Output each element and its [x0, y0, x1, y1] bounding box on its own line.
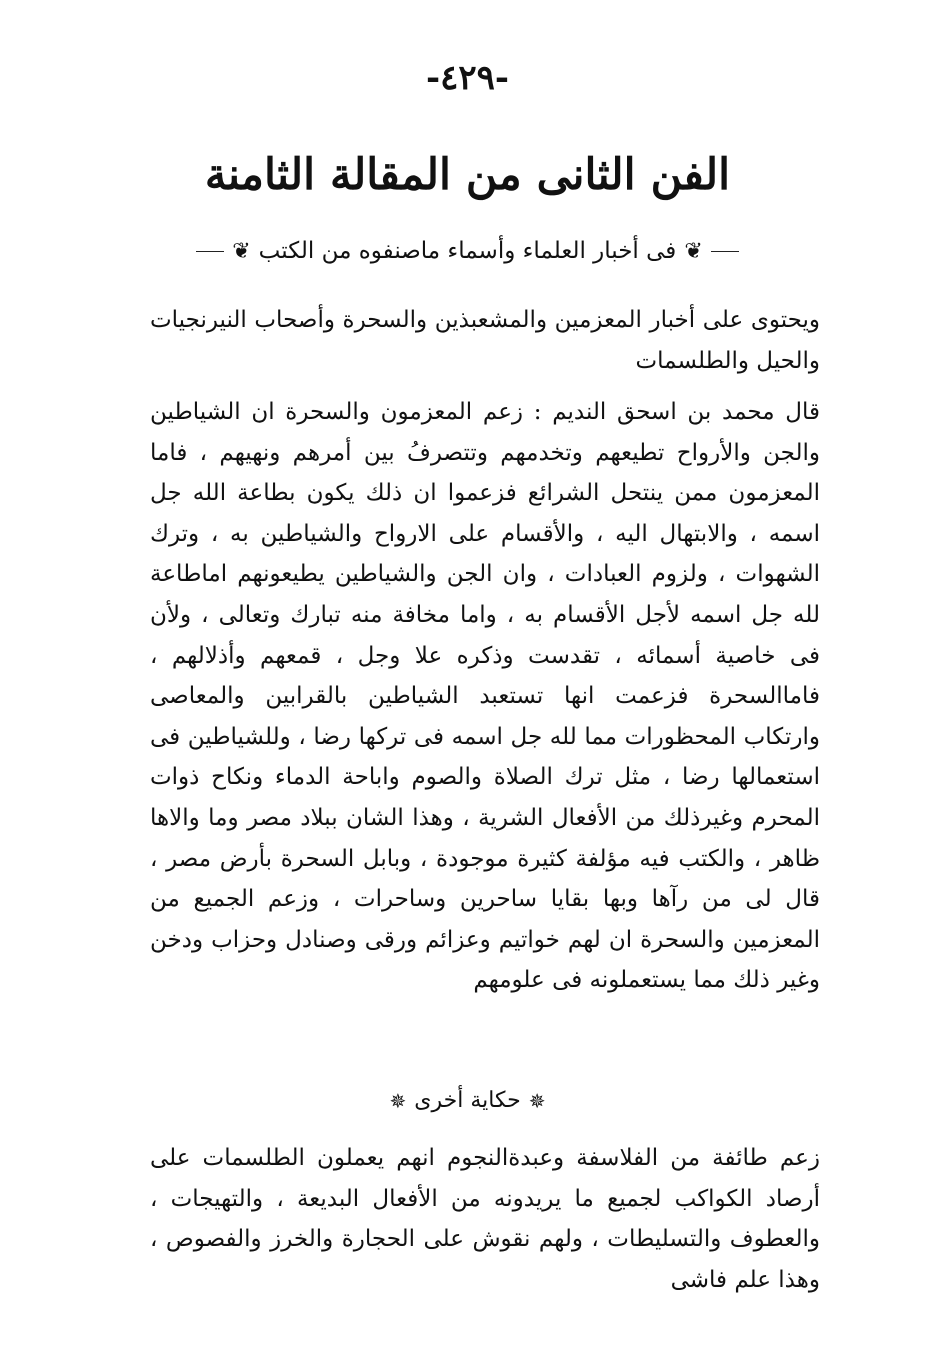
page-number: -٤٢٩-	[425, 58, 510, 98]
star-ornament-icon: ✵	[389, 1088, 407, 1113]
floral-ornament-icon: ❦	[684, 238, 703, 264]
body-text-block-2	[150, 1138, 820, 1300]
intro-text-block	[150, 300, 820, 381]
section-heading: حكاية أخرى	[414, 1088, 521, 1113]
page-title: الفن الثانى من المقالة الثامنة	[204, 150, 731, 200]
divider-line-left	[196, 251, 224, 252]
floral-ornament-icon: ❦	[232, 238, 251, 264]
section-heading-row	[0, 1088, 935, 1113]
intro-paragraph: ويحتوى على أخبار المعزمين والمشعبذين والسحرة وأصحاب النيرنجيات والحيل والطلسمات	[150, 307, 820, 374]
body-text-block	[150, 392, 820, 1001]
star-ornament-icon: ✵	[528, 1088, 546, 1113]
divider-line-right	[711, 251, 739, 252]
subtitle-row	[0, 238, 935, 264]
body-paragraph-1: قال محمد بن اسحق النديم : زعم المعزمون والسحرة ان الشياطين والجن والأرواح تطيعهم وتخدمهم وتتصرفُ بين أمرهم ونهيهم ، فاما المعزمون ممن ينتحل الشرائع فزعموا ان ذلك يكون بطاعة الله جل اسمه ، والابتهال اليه ، والأقسام على الارواح والشياطين به ، وترك الشهوات ، ولزوم العبادات ، وان الجن والشياطين يطيعونهم اماطاعة لله جل اسمه لأجل الأقسام به ، واما مخافة منه تبارك وتعالى ، ولأن فى خاصية أسمائه ، تقدست وذكره علا وجل ، قمعهم وأذلالهم ، فاماالسحرة فزعمت انها تستعبد الشياطين بالقرابين والمعاصى وارتكاب المحظورات مما لله جل اسمه فى تركها رضا ، وللشياطين فى استعمالها رضا ، مثل ترك الصلاة والصوم واباحة الدماء ونكاح ذوات المحرم وغيرذلك من الأفعال الشرية ، وهذا الشان ببلاد مصر وما والاها ظاهر ، والكتب فيه مؤلفة كثيرة موجودة ، وبابل السحرة بأرض مصر ، قال لى من رآها وبها بقايا ساحرين وساحرات ، وزعم الجميع من المعزمين والسحرة ان لهم خواتيم وعزائم ورقى وصنادل وحزاب ودخن وغير ذلك مما يستعملونه فى علومهم	[150, 399, 820, 994]
subtitle: فى أخبار العلماء وأسماء ماصنفوه من الكتب	[258, 238, 677, 264]
body-paragraph-2: زعم طائفة من الفلاسفة وعبدةالنجوم انهم يعملون الطلسمات على أرصاد الكواكب لجميع ما يريدونه من الأفعال البديعة ، والتهيجات ، والعطوف والتسليطات ، ولهم نقوش على الحجارة والخرز والفصوص ، وهذا علم فاشى	[150, 1145, 820, 1293]
